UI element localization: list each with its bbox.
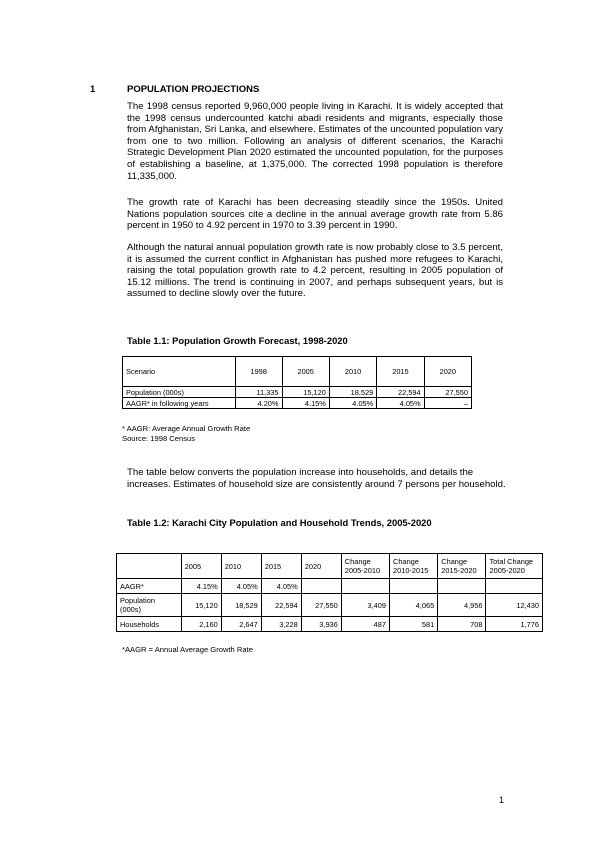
table2-cell <box>390 579 438 594</box>
table2-cell: 3,228 <box>261 617 301 632</box>
table2-cell: 4,065 <box>390 594 438 617</box>
table1-header-row <box>123 357 472 387</box>
table1-header-cell: 1998 <box>236 357 283 387</box>
table1-cell: – <box>424 398 471 409</box>
table-row <box>117 579 543 594</box>
section-title: POPULATION PROJECTIONS <box>127 84 260 95</box>
table1-cell: 22,594 <box>377 387 424 398</box>
table2-header-cell: 2005 <box>181 554 221 579</box>
table-row <box>123 398 472 409</box>
table1-cell: 4.05% <box>329 398 376 409</box>
section-number: 1 <box>90 84 96 95</box>
table2-cell: 12,430 <box>486 594 543 617</box>
table2-cell: 18,529 <box>221 594 261 617</box>
table1-row-label: Population (000s) <box>123 387 236 398</box>
table2-cell: 4.05% <box>221 579 261 594</box>
paragraph-census: The 1998 census reported 9,960,000 people living in Karachi. It is widely accepted that the 1998 census undercounted katchi abadi residents and migrants, especially those from Afghanistan, Sri Lanka, and elsewhere. Estimates of the uncounted population vary from one to two million. Following an analysis of different scenarios, the Karachi Strategic Development Plan 2020 estimated the uncounted population, for the purposes of establishing a baseline, at 1,375,000. The corrected 1998 population is therefore 11,335,000. <box>127 101 503 182</box>
table2-cell: 708 <box>438 617 486 632</box>
table1-cell: 15,120 <box>282 387 329 398</box>
table2-cell: 4.05% <box>261 579 301 594</box>
table1-footnote: * AAGR: Average Annual Growth Rate <box>122 424 251 433</box>
table2-cell: 15,120 <box>181 594 221 617</box>
table2-cell: 3,409 <box>341 594 389 617</box>
table2-header-cell: Change 2005-2010 <box>341 554 389 579</box>
table2-cell: 1,776 <box>486 617 543 632</box>
table2-header-cell: 2010 <box>221 554 261 579</box>
table1-caption: Table 1.1: Population Growth Forecast, 1998-2020 <box>127 335 348 346</box>
table2-cell: 3,936 <box>301 617 341 632</box>
table1-header-cell: 2020 <box>424 357 471 387</box>
table1-row-label: AAGR* in following years <box>123 398 236 409</box>
table1-cell: 4.05% <box>377 398 424 409</box>
table1-cell: 4.15% <box>282 398 329 409</box>
table2-header-cell: 2015 <box>261 554 301 579</box>
table2-header-cell: 2020 <box>301 554 341 579</box>
table2-cell: 2,160 <box>181 617 221 632</box>
table1-cell: 27,550 <box>424 387 471 398</box>
table1-header-cell: 2010 <box>329 357 376 387</box>
table2-header-cell: Total Change 2005-2020 <box>486 554 543 579</box>
table2-row-label: AAGR* <box>117 579 182 594</box>
table2-row-label: Population (000s) <box>117 594 182 617</box>
table2-header-row <box>117 554 543 579</box>
table2-cell: 581 <box>390 617 438 632</box>
table2-cell <box>486 579 543 594</box>
table2-cell: 2,647 <box>221 617 261 632</box>
table2-caption: Table 1.2: Karachi City Population and Household Trends, 2005-2020 <box>127 517 432 528</box>
table2-footnote: *AAGR = Annual Average Growth Rate <box>122 645 253 654</box>
household-trends-table <box>116 553 543 632</box>
table-row <box>117 617 543 632</box>
population-forecast-table <box>122 356 472 409</box>
table2-header-cell: Change 2015-2020 <box>438 554 486 579</box>
table2-cell: 27,550 <box>301 594 341 617</box>
table2-header-cell <box>117 554 182 579</box>
paragraph-households: The table below converts the population increase into households, and details the increases. Estimates of household size are consistently around 7 persons per household. <box>127 467 506 490</box>
table1-source: Source: 1998 Census <box>122 434 196 443</box>
table1-header-cell: 2015 <box>377 357 424 387</box>
table1-header-cell: 2005 <box>282 357 329 387</box>
table1-cell: 11,335 <box>236 387 283 398</box>
table1-cell: 18,529 <box>329 387 376 398</box>
table2-cell: 22,594 <box>261 594 301 617</box>
table2-cell <box>301 579 341 594</box>
table2-cell <box>438 579 486 594</box>
table1-cell: 4.20% <box>236 398 283 409</box>
paragraph-growth-rate: The growth rate of Karachi has been decreasing steadily since the 1950s. United Nations population sources cite a decline in the annual average growth rate from 5.86 percent in 1950 to 4.92 percent in 1970 to 3.39 percent in 1990. <box>127 197 503 232</box>
table-row <box>117 594 543 617</box>
table2-cell: 4,956 <box>438 594 486 617</box>
table2-header-cell: Change 2010-2015 <box>390 554 438 579</box>
page-number: 1 <box>499 795 505 805</box>
table-row <box>123 387 472 398</box>
table2-cell: 4.15% <box>181 579 221 594</box>
table2-row-label: Households <box>117 617 182 632</box>
table2-cell <box>341 579 389 594</box>
table2-cell: 487 <box>341 617 389 632</box>
paragraph-natural-growth: Although the natural annual population growth rate is now probably close to 3.5 percent, it is assumed the current conflict in Afghanistan has pushed more refugees to Karachi, raising the total population growth rate to 4.2 percent, resulting in 2005 population of 15.12 millions. The trend is continuing in 2007, and perhaps subsequent years, but is assumed to decline slowly over the future. <box>127 242 503 300</box>
table1-header-cell: Scenario <box>123 357 236 387</box>
